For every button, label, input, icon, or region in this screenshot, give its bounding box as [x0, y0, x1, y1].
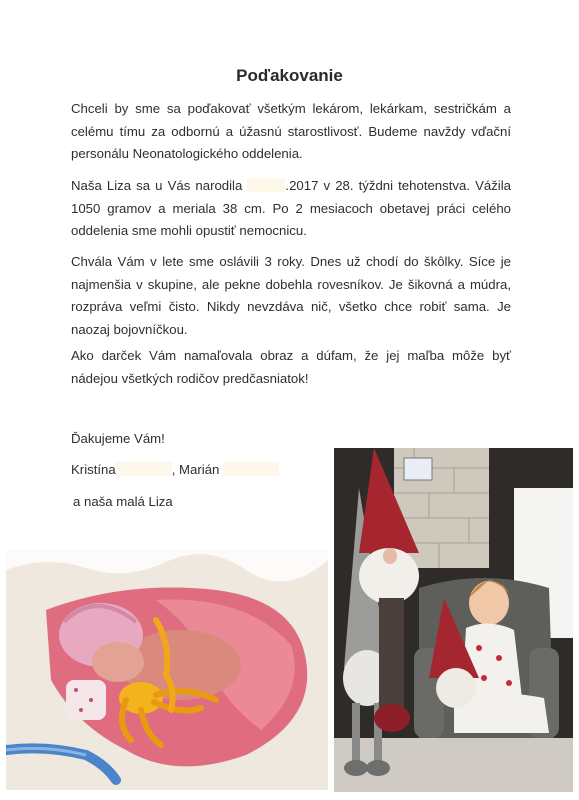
paragraph-thanks: Chceli by sme sa poďakovať všetkým lekárom, lekárkam, sestričkám a celému tímu za odbornú a úžasnú starostlivosť. Budeme navždy vďační personálu Neonatologického oddelenia.	[71, 101, 511, 161]
baby-photo-illustration	[6, 550, 328, 790]
paragraph-birth	[71, 175, 511, 243]
girl-photo-illustration	[334, 448, 573, 792]
thanks-line: Ďakujeme Vám!	[71, 431, 165, 446]
redacted-surname-2	[223, 462, 279, 476]
baby-photo	[6, 550, 328, 790]
signature-second-name: , Marián	[171, 462, 220, 477]
birth-text-start: Naša Liza sa u Vás narodila	[71, 178, 248, 193]
signature-first-name: Kristína	[71, 462, 116, 477]
girl-photo	[334, 448, 573, 792]
redacted-birth-date	[247, 178, 285, 192]
birth-text-end: .2017 v 28. týždni tehotenstva. Vážila 1050 gramov a meriala 38 cm. Po 2 mesiacoch obetavej práci celého oddelenia sme mohli opustiť nemocnicu.	[71, 178, 512, 238]
signature-family: a naša malá Liza	[73, 494, 173, 509]
paragraph-progress: Chvála Vám v lete sme oslávili 3 roky. Dnes už chodí do škôlky. Síce je najmenšia v skupine, ale pekne dobehla rovesníkov. Je šikovná a múdra, rozpráva veľmi čisto. Nikdy nevzdáva nič, všetko chce robiť sama. Je naozaj bojovníčkou.	[71, 254, 511, 337]
paragraph-gift: Ako darček Vám namaľovala obraz a dúfam, že jej maľba môže byť nádejou všetkých rodičov predčasniatok!	[71, 348, 511, 386]
signature-names	[71, 462, 279, 477]
redacted-surname-1	[116, 462, 172, 476]
page-title: Poďakovanie	[236, 66, 343, 85]
